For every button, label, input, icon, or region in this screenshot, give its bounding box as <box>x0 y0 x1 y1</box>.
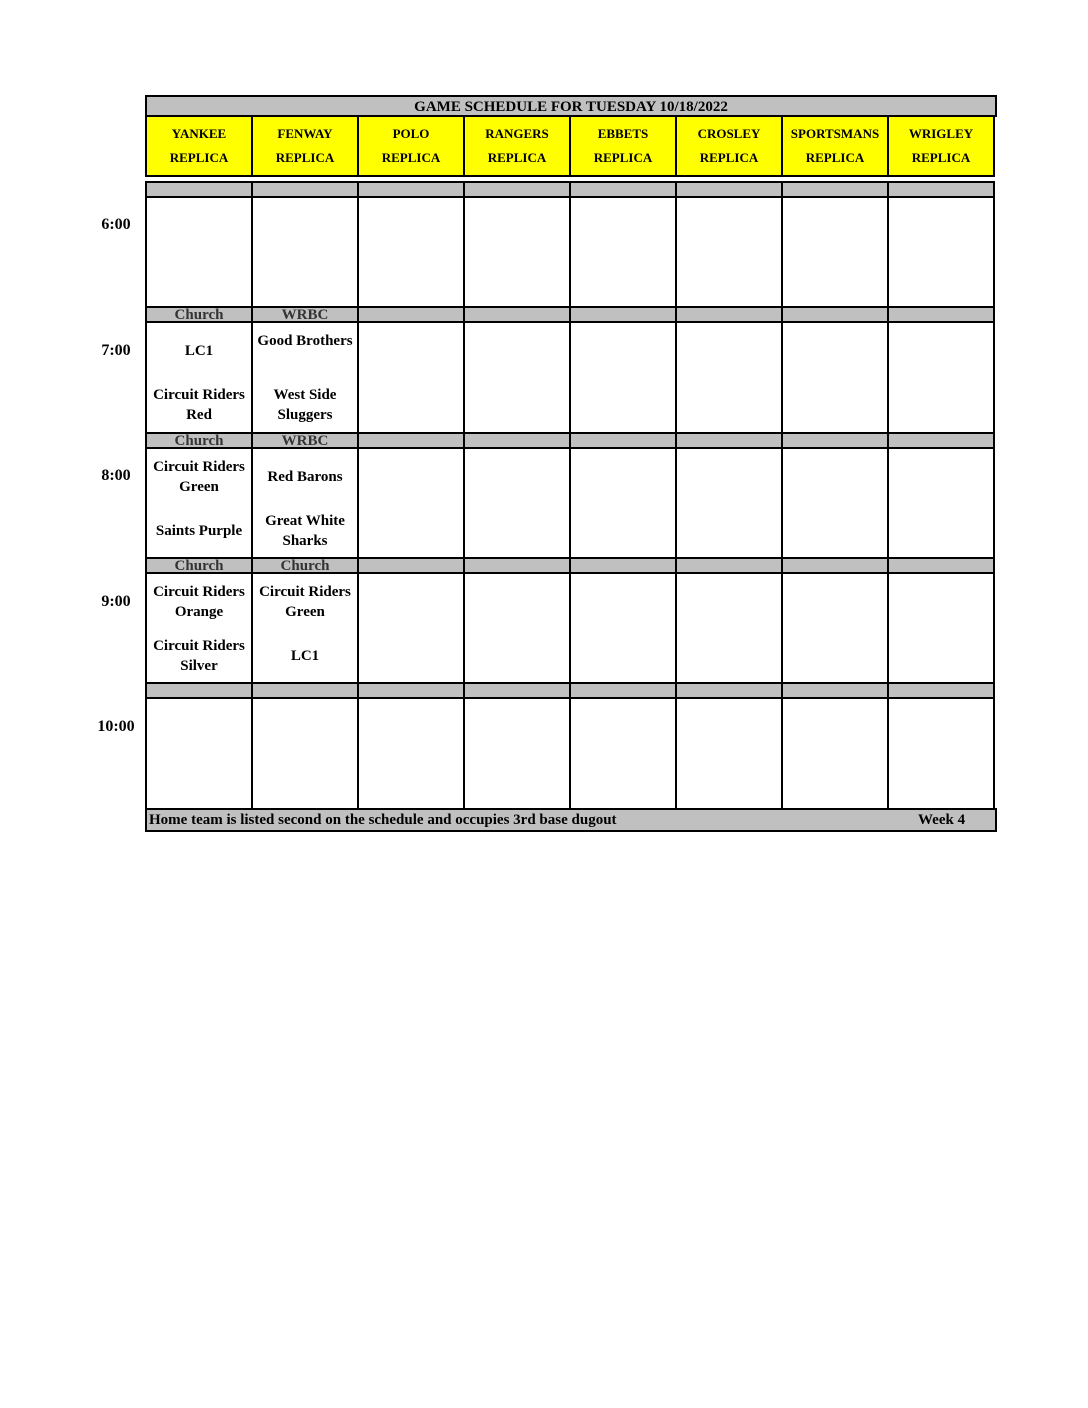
separator-cell <box>783 557 889 574</box>
sponsor-row-7 <box>145 306 997 323</box>
away-team: Good Brothers <box>257 333 353 349</box>
field-header <box>465 117 571 177</box>
separator-cell <box>889 181 995 198</box>
field-type: REPLICA <box>381 150 441 165</box>
time-label-8: 8:00 <box>101 467 131 484</box>
week-label: Week 4 <box>918 812 966 828</box>
separator-cell <box>147 682 253 699</box>
slot-cell <box>571 699 677 808</box>
slot-cell <box>359 574 465 683</box>
field-type: REPLICA <box>487 150 547 165</box>
slot-cell <box>571 449 677 558</box>
slot-cell <box>783 198 889 307</box>
away-team: Red Barons <box>267 469 343 485</box>
footer-note: Home team is listed second on the schedule and occupies 3rd base dugout <box>149 812 617 828</box>
separator-cell <box>783 682 889 699</box>
separator-cell <box>571 557 677 574</box>
separator-cell <box>465 181 571 198</box>
separator-cell <box>889 432 995 449</box>
slot-cell <box>359 323 465 432</box>
separator-cell <box>783 181 889 198</box>
slot-cell <box>253 699 359 808</box>
home-team: Saints Purple <box>155 523 243 539</box>
field-name: POLO <box>392 126 430 141</box>
separator-cell <box>359 432 465 449</box>
slot-cell <box>783 323 889 432</box>
home-team: LC1 <box>290 648 320 664</box>
separator-cell <box>677 306 783 323</box>
slot-cell <box>889 699 995 808</box>
separator-row <box>145 682 997 699</box>
separator-cell <box>359 682 465 699</box>
slot-cell <box>571 198 677 307</box>
field-type: REPLICA <box>275 150 335 165</box>
separator-cell <box>465 306 571 323</box>
separator-cell <box>677 682 783 699</box>
slot-row-7 <box>145 323 997 432</box>
home-team: West Side Sluggers <box>273 387 337 423</box>
away-team: Circuit Riders Green <box>153 459 245 495</box>
separator-cell <box>147 181 253 198</box>
slot-cell <box>253 198 359 307</box>
slot-cell <box>677 198 783 307</box>
slot-cell <box>783 574 889 683</box>
game-cell <box>147 449 253 558</box>
slot-cell <box>465 323 571 432</box>
slot-cell <box>783 449 889 558</box>
home-team: Circuit Riders Silver <box>153 638 245 674</box>
slot-cell <box>677 323 783 432</box>
sponsor-label: WRBC <box>253 432 359 449</box>
field-header-row <box>145 117 997 177</box>
slot-cell <box>359 699 465 808</box>
game-cell <box>253 574 359 683</box>
field-header <box>783 117 889 177</box>
separator-cell <box>359 181 465 198</box>
slot-row-6 <box>145 198 997 307</box>
time-label-10: 10:00 <box>97 718 135 735</box>
slot-cell <box>677 449 783 558</box>
field-type: REPLICA <box>805 150 865 165</box>
separator-cell <box>571 682 677 699</box>
separator-cell <box>889 682 995 699</box>
field-name: WRIGLEY <box>908 126 974 141</box>
slot-cell <box>571 574 677 683</box>
separator-cell <box>359 557 465 574</box>
slot-cell <box>359 198 465 307</box>
field-type: REPLICA <box>911 150 971 165</box>
away-team: Circuit Riders Orange <box>153 584 245 620</box>
slot-cell <box>889 198 995 307</box>
field-name: SPORTSMANS <box>790 126 880 141</box>
slot-cell <box>677 699 783 808</box>
separator-cell <box>253 682 359 699</box>
sponsor-row-9 <box>145 557 997 574</box>
separator-cell <box>359 306 465 323</box>
separator-cell <box>465 432 571 449</box>
home-team: Circuit Riders Red <box>153 387 245 423</box>
away-team: LC1 <box>184 343 214 359</box>
separator-cell <box>677 432 783 449</box>
slot-cell <box>465 449 571 558</box>
slot-cell <box>465 574 571 683</box>
field-name: EBBETS <box>597 126 649 141</box>
field-header <box>359 117 465 177</box>
slot-cell <box>465 198 571 307</box>
slot-cell <box>147 198 253 307</box>
field-name: YANKEE <box>171 126 227 141</box>
time-column <box>88 95 144 832</box>
schedule-title: GAME SCHEDULE FOR TUESDAY 10/18/2022 <box>145 95 997 117</box>
schedule-table <box>145 95 997 832</box>
sponsor-label: Church <box>253 557 359 574</box>
field-type: REPLICA <box>169 150 229 165</box>
separator-cell <box>677 181 783 198</box>
slot-cell <box>359 449 465 558</box>
field-name: CROSLEY <box>697 126 761 141</box>
field-name: FENWAY <box>277 126 333 141</box>
slot-cell <box>889 574 995 683</box>
field-header <box>147 117 253 177</box>
field-name: RANGERS <box>485 126 549 141</box>
footer-bar <box>145 808 997 832</box>
slot-row-9 <box>145 574 997 683</box>
time-label-6: 6:00 <box>101 216 131 233</box>
slot-cell <box>677 574 783 683</box>
time-label-7: 7:00 <box>101 342 131 359</box>
game-cell <box>147 323 253 432</box>
separator-cell <box>783 432 889 449</box>
field-type: REPLICA <box>593 150 653 165</box>
home-team: Great White Sharks <box>265 513 345 549</box>
sponsor-label: WRBC <box>253 306 359 323</box>
time-label-9: 9:00 <box>101 593 131 610</box>
field-type: REPLICA <box>699 150 759 165</box>
slot-cell <box>465 699 571 808</box>
field-header <box>253 117 359 177</box>
slot-cell <box>889 323 995 432</box>
separator-cell <box>465 682 571 699</box>
slot-cell <box>783 699 889 808</box>
sponsor-label: Church <box>147 306 253 323</box>
field-header <box>571 117 677 177</box>
field-header <box>677 117 783 177</box>
field-header <box>889 117 995 177</box>
separator-cell <box>253 181 359 198</box>
slot-cell <box>889 449 995 558</box>
slot-row-8 <box>145 449 997 558</box>
separator-row <box>145 181 997 198</box>
separator-cell <box>465 557 571 574</box>
sponsor-row-8 <box>145 432 997 449</box>
slot-cell <box>147 699 253 808</box>
game-cell <box>253 323 359 432</box>
slot-cell <box>571 323 677 432</box>
game-cell <box>253 449 359 558</box>
away-team: Circuit Riders Green <box>259 584 351 620</box>
separator-cell <box>889 306 995 323</box>
separator-cell <box>571 432 677 449</box>
sponsor-label: Church <box>147 432 253 449</box>
separator-cell <box>571 181 677 198</box>
separator-cell <box>783 306 889 323</box>
game-cell <box>147 574 253 683</box>
separator-cell <box>571 306 677 323</box>
separator-cell <box>677 557 783 574</box>
slot-row-10 <box>145 699 997 808</box>
sponsor-label: Church <box>147 557 253 574</box>
separator-cell <box>889 557 995 574</box>
